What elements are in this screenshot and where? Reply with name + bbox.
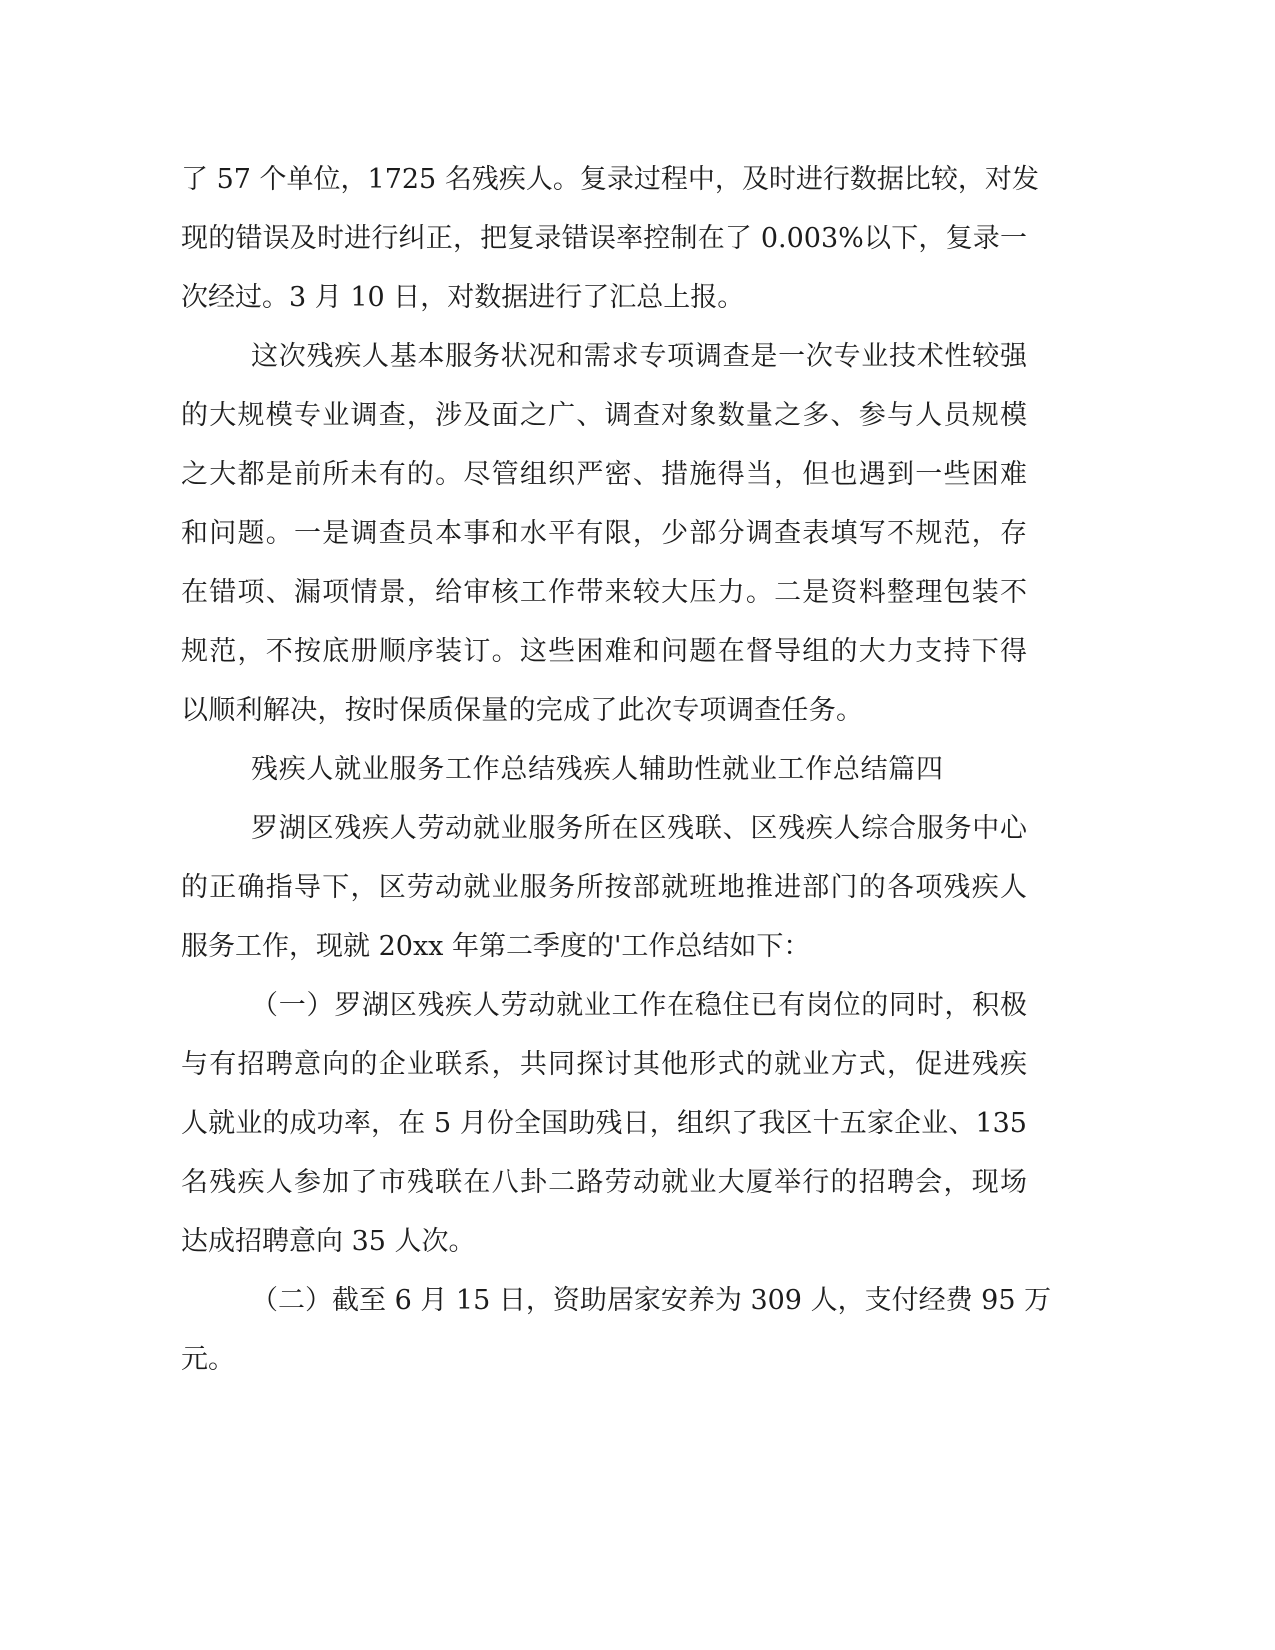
text-line: 次经过。3 月 10 日，对数据进行了汇总上报。 (181, 282, 745, 313)
section-heading: 残疾人就业服务工作总结残疾人辅助性就业工作总结篇四 (251, 754, 943, 785)
text-line: 和问题。一是调查员本事和水平有限，少部分调查表填写不规范，存 (181, 518, 1027, 549)
text-line: （一）罗湖区残疾人劳动就业工作在稳住已有岗位的同时，积极 (251, 990, 1027, 1021)
text-line: 服务工作，现就 20xx 年第二季度的'工作总结如下： (181, 931, 811, 962)
text-line: 的正确指导下，区劳动就业服务所按部就班地推进部门的各项残疾人 (181, 872, 1027, 903)
text-line: 名残疾人参加了市残联在八卦二路劳动就业大厦举行的招聘会，现场 (181, 1167, 1027, 1198)
text-line: 罗湖区残疾人劳动就业服务所在区残联、区残疾人综合服务中心 (251, 813, 1027, 844)
text-line: 的大规模专业调查，涉及面之广、调查对象数量之多、参与人员规模 (181, 400, 1027, 431)
text-line: 在错项、漏项情景，给审核工作带来较大压力。二是资料整理包装不 (181, 577, 1027, 608)
text-line: 元。 (181, 1344, 235, 1375)
text-line: （二）截至 6 月 15 日，资助居家安养为 309 人，支付经费 95 万 (251, 1285, 1052, 1316)
text-line: 达成招聘意向 35 人次。 (181, 1226, 476, 1257)
text-line: 了 57 个单位，1725 名残疾人。复录过程中，及时进行数据比较，对发 (181, 164, 1039, 195)
text-line: 这次残疾人基本服务状况和需求专项调查是一次专业技术性较强 (251, 341, 1027, 372)
text-line: 以顺利解决，按时保质保量的完成了此次专项调查任务。 (181, 695, 863, 726)
text-line: 之大都是前所未有的。尽管组织严密、措施得当，但也遇到一些困难 (181, 459, 1027, 490)
text-line: 与有招聘意向的企业联系，共同探讨其他形式的就业方式，促进残疾 (181, 1049, 1027, 1080)
text-line: 规范，不按底册顺序装订。这些困难和问题在督导组的大力支持下得 (181, 636, 1027, 667)
text-line: 人就业的成功率，在 5 月份全国助残日，组织了我区十五家企业、135 (181, 1108, 1027, 1139)
text-line: 现的错误及时进行纠正，把复录错误率控制在了 0.003%以下，复录一 (181, 223, 1027, 254)
